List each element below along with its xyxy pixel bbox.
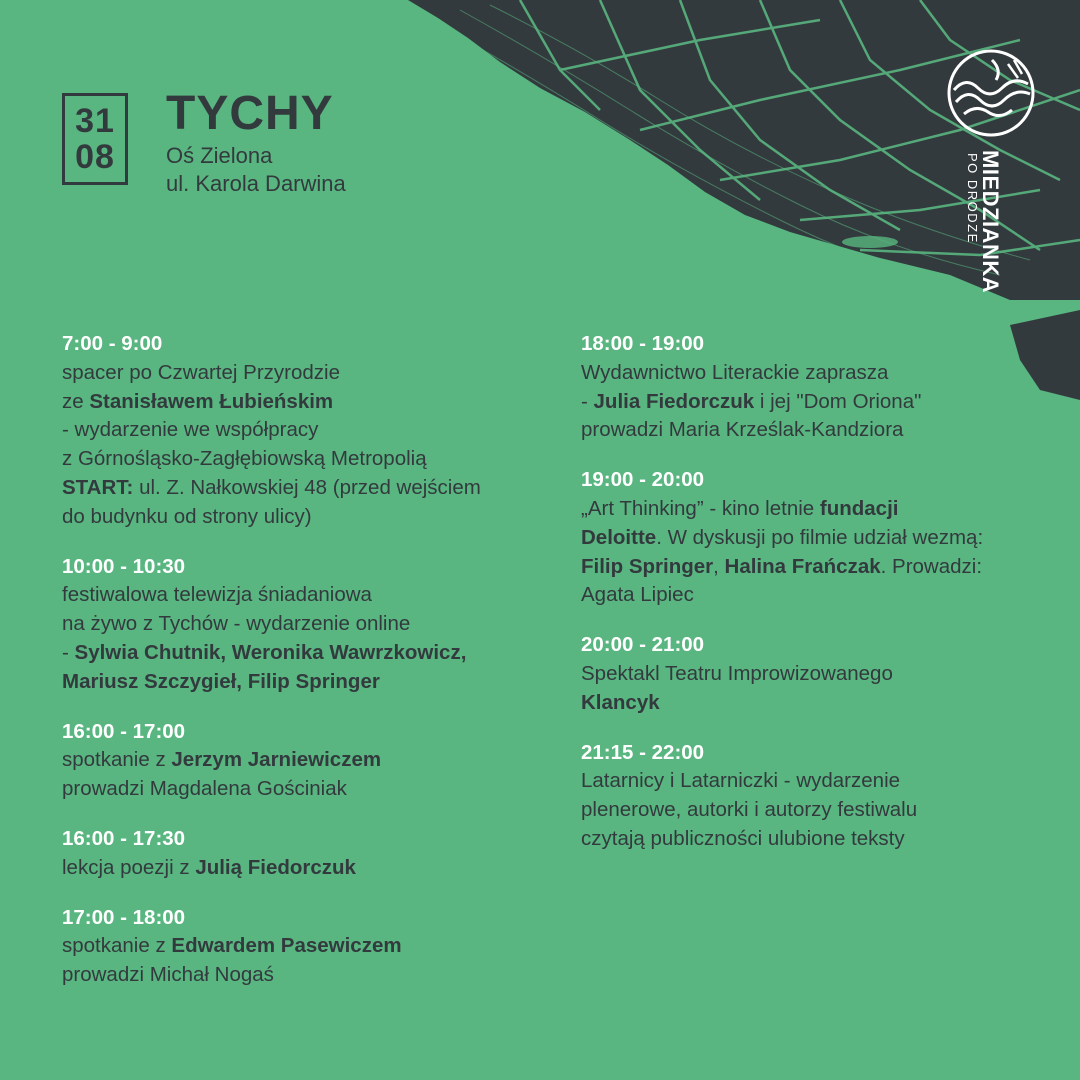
event-line (581, 553, 1080, 582)
brand-tagline: PO DRODZE (965, 153, 980, 244)
schedule-event (581, 330, 1080, 445)
brand-name: MIEDZIANKA (978, 150, 1003, 294)
city-title: TYCHY (166, 87, 334, 140)
event-text: . W dyskusji po filmie udział wezmą: (656, 525, 984, 549)
event-line (581, 767, 1080, 796)
event-line (581, 416, 1080, 445)
event-highlight: Edwardem Pasewiczem (171, 934, 402, 958)
schedule-event (62, 904, 562, 990)
event-text: plenerowe, autorki i autorzy festiwalu (581, 798, 918, 822)
event-time: 17:00 - 18:00 (62, 905, 186, 929)
schedule-event (62, 718, 562, 804)
event-line (581, 796, 1080, 825)
event-line (581, 524, 1080, 553)
event-line (62, 359, 562, 388)
event-text: Latarnicy i Latarniczki - wydarzenie (581, 769, 901, 793)
event-line (581, 689, 1080, 718)
event-text: lekcja poezji z (62, 855, 196, 879)
event-line (581, 660, 1080, 689)
event-highlight: Julią Fiedorczuk (195, 855, 356, 879)
venue-name: Oś Zielona (166, 143, 273, 168)
date-badge (62, 93, 128, 185)
event-time: 20:00 - 21:00 (581, 633, 705, 657)
event-text: i jej "Dom Oriona" (754, 389, 922, 413)
event-text: - (62, 640, 75, 664)
event-text: prowadzi Maria Krześlak-Kandziora (581, 418, 904, 442)
event-time: 10:00 - 10:30 (62, 554, 186, 578)
event-time: 16:00 - 17:00 (62, 719, 186, 743)
event-text: Spektakl Teatru Improwizowanego (581, 661, 893, 685)
event-text: czytają publiczności ulubione teksty (581, 826, 905, 850)
event-line (62, 746, 562, 775)
event-highlight: Deloitte (581, 525, 657, 549)
event-text: z Górnośląsko-Zagłębiowską Metropolią (62, 447, 427, 471)
event-time: 19:00 - 20:00 (581, 468, 705, 492)
event-time: 7:00 - 9:00 (62, 332, 163, 355)
event-highlight: Halina Frańczak (724, 554, 881, 578)
schedule-event (581, 631, 1080, 717)
event-text: ze (62, 389, 90, 413)
event-line (62, 610, 562, 639)
event-highlight: Julia Fiedorczuk (593, 389, 755, 413)
event-line (62, 445, 562, 474)
event-line (581, 388, 1080, 417)
event-text: „Art Thinking” - kino letnie (581, 496, 820, 520)
event-line (62, 854, 562, 883)
event-line (581, 825, 1080, 854)
event-highlight: Jerzym Jarniewiczem (171, 748, 382, 772)
event-line (62, 581, 562, 610)
event-time: 16:00 - 17:30 (62, 826, 186, 850)
event-line (62, 668, 562, 697)
date-month: 08 (75, 138, 115, 176)
event-line (62, 388, 562, 417)
event-line (62, 416, 562, 445)
event-text: - (581, 389, 594, 413)
event-text: . Prowadzi: (880, 554, 983, 578)
event-highlight: Filip Springer (581, 554, 714, 578)
event-line (581, 495, 1080, 524)
event-text: spotkanie z (62, 934, 172, 958)
event-highlight: Klancyk (581, 690, 660, 714)
event-line (62, 775, 562, 804)
event-time: 18:00 - 19:00 (581, 332, 705, 355)
schedule-column-left (62, 330, 562, 1011)
event-line (62, 503, 562, 532)
schedule-event (581, 466, 1080, 610)
event-text: prowadzi Michał Nogaś (62, 963, 274, 987)
event-text: spotkanie z (62, 748, 172, 772)
event-highlight: Mariusz Szczygieł, Filip Springer (62, 669, 380, 693)
schedule-event (62, 553, 562, 697)
event-highlight: START: (62, 475, 134, 499)
schedule-column-right (581, 330, 1080, 875)
event-text: na żywo z Tychów - wydarzenie online (62, 612, 411, 636)
schedule-event (62, 825, 562, 883)
event-highlight: fundacji (819, 496, 899, 520)
event-line (581, 581, 1080, 610)
event-text: Agata Lipiec (581, 583, 694, 607)
event-text: , (713, 554, 725, 578)
event-text: - wydarzenie we współpracy (62, 418, 319, 442)
event-text: do budynku od strony ulicy) (62, 504, 312, 528)
event-text: Wydawnictwo Literackie zaprasza (581, 360, 889, 384)
event-line (62, 932, 562, 961)
event-highlight: Sylwia Chutnik, Weronika Wawrzkowicz, (74, 640, 467, 664)
venue-street: ul. Karola Darwina (166, 171, 346, 196)
event-line (62, 639, 562, 668)
event-line (62, 961, 562, 990)
miedzianka-logo-icon (946, 48, 1036, 138)
event-text: prowadzi Magdalena Gościniak (62, 777, 347, 801)
event-text: ul. Z. Nałkowskiej 48 (przed wejściem (133, 475, 481, 499)
event-line (581, 359, 1080, 388)
event-highlight: Stanisławem Łubieńskim (89, 389, 334, 413)
event-line (62, 474, 562, 503)
schedule-event (62, 330, 562, 532)
event-time: 21:15 - 22:00 (581, 740, 705, 764)
schedule-event (581, 739, 1080, 854)
event-text: spacer po Czwartej Przyrodzie (62, 360, 340, 384)
date-day: 31 (75, 102, 115, 140)
event-text: festiwalowa telewizja śniadaniowa (62, 583, 372, 607)
